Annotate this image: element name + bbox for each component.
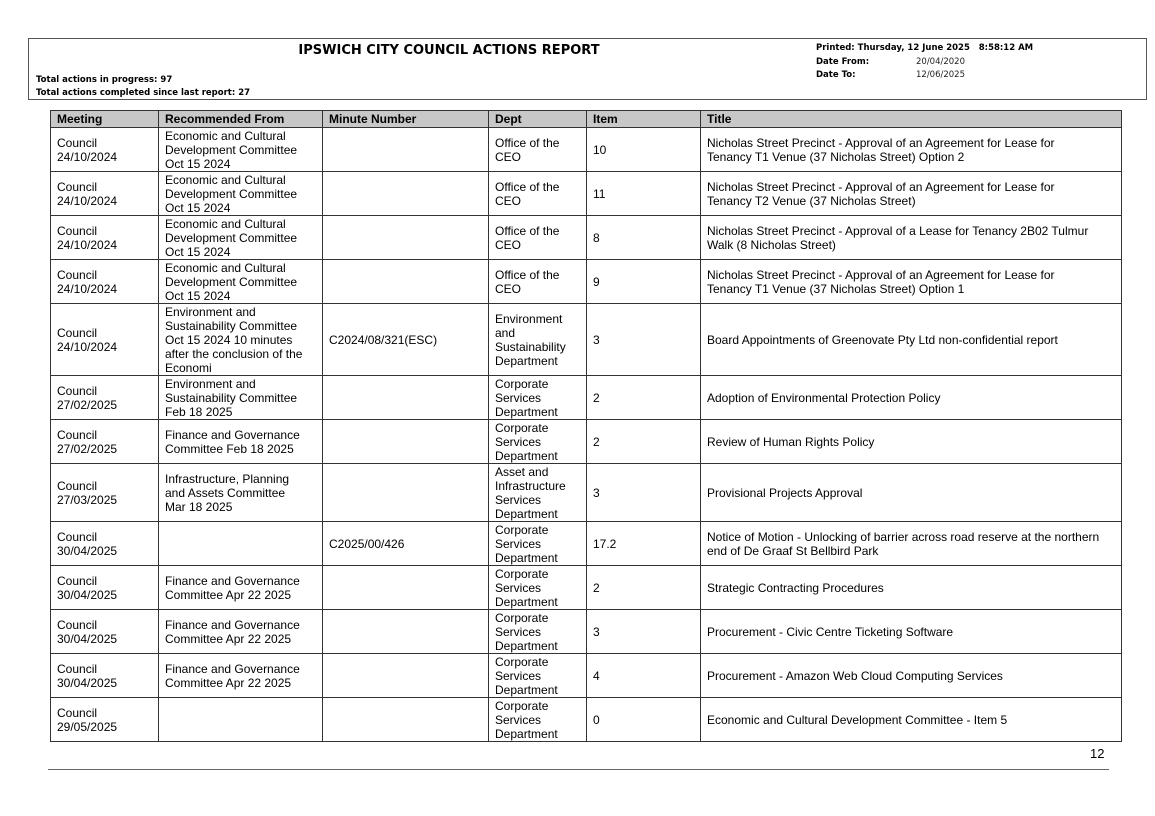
- cell-recommended-from: Infrastructure, Planning and Assets Committee Mar 18 2025: [159, 464, 323, 522]
- cell-meeting: Council 24/10/2024: [51, 172, 159, 216]
- cell-item: 11: [587, 172, 701, 216]
- cell-recommended-from: Environment and Sustainability Committee Oct 15 2024 10 minutes after the conclusion of the Economi: [159, 304, 323, 376]
- cell-meeting: Council 30/04/2025: [51, 522, 159, 566]
- cell-item: 2: [587, 420, 701, 464]
- cell-minute-number: [323, 698, 489, 742]
- date-from-label: Date From:: [816, 56, 870, 67]
- cell-title: Review of Human Rights Policy: [701, 420, 1122, 464]
- cell-dept: Office of the CEO: [489, 128, 587, 172]
- actions-completed: Total actions completed since last report: 27: [36, 88, 251, 98]
- cell-meeting: Council 30/04/2025: [51, 566, 159, 610]
- cell-meeting: Council 24/10/2024: [51, 216, 159, 260]
- cell-recommended-from: Finance and Governance Committee Apr 22 2025: [159, 654, 323, 698]
- cell-title: Adoption of Environmental Protection Policy: [701, 376, 1122, 420]
- page-number: 12: [1090, 746, 1105, 761]
- cell-minute-number: [323, 654, 489, 698]
- cell-title: Economic and Cultural Development Committee - Item 5: [701, 698, 1122, 742]
- column-header-recommended-from: Recommended From: [159, 111, 323, 128]
- table-row: [51, 304, 1122, 376]
- cell-item: 0: [587, 698, 701, 742]
- cell-recommended-from: Environment and Sustainability Committee Feb 18 2025: [159, 376, 323, 420]
- date-from-value: 20/04/2020: [916, 56, 965, 67]
- cell-minute-number: [323, 610, 489, 654]
- report-header: [28, 38, 1147, 100]
- cell-item: 2: [587, 566, 701, 610]
- column-header-minute-number: Minute Number: [323, 111, 489, 128]
- cell-title: Provisional Projects Approval: [701, 464, 1122, 522]
- cell-meeting: Council 24/10/2024: [51, 260, 159, 304]
- column-header-meeting: Meeting: [51, 111, 159, 128]
- cell-dept: Corporate Services Department: [489, 654, 587, 698]
- table-row: [51, 464, 1122, 522]
- cell-title: Nicholas Street Precinct - Approval of a Lease for Tenancy 2B02 Tulmur Walk (8 Nicholas Street): [701, 216, 1122, 260]
- cell-title: Nicholas Street Precinct - Approval of an Agreement for Lease for Tenancy T1 Venue (37 Nicholas Street) Option 1: [701, 260, 1122, 304]
- column-header-title: Title: [701, 111, 1122, 128]
- cell-minute-number: [323, 216, 489, 260]
- table-row: [51, 566, 1122, 610]
- cell-meeting: Council 27/02/2025: [51, 420, 159, 464]
- cell-dept: Office of the CEO: [489, 172, 587, 216]
- cell-recommended-from: Economic and Cultural Development Committee Oct 15 2024: [159, 128, 323, 172]
- cell-recommended-from: Finance and Governance Committee Feb 18 2025: [159, 420, 323, 464]
- cell-title: Nicholas Street Precinct - Approval of an Agreement for Lease for Tenancy T1 Venue (37 Nicholas Street) Option 2: [701, 128, 1122, 172]
- cell-meeting: Council 24/10/2024: [51, 304, 159, 376]
- table-row: [51, 420, 1122, 464]
- table-row: [51, 376, 1122, 420]
- cell-recommended-from: [159, 698, 323, 742]
- cell-title: Procurement - Civic Centre Ticketing Software: [701, 610, 1122, 654]
- table-row: [51, 216, 1122, 260]
- cell-title: Nicholas Street Precinct - Approval of an Agreement for Lease for Tenancy T2 Venue (37 Nicholas Street): [701, 172, 1122, 216]
- cell-dept: Environment and Sustainability Department: [489, 304, 587, 376]
- cell-meeting: Council 27/02/2025: [51, 376, 159, 420]
- report-title: IPSWICH CITY COUNCIL ACTIONS REPORT: [298, 43, 600, 58]
- cell-title: Board Appointments of Greenovate Pty Ltd non-confidential report: [701, 304, 1122, 376]
- table-body: [51, 128, 1122, 742]
- cell-recommended-from: Finance and Governance Committee Apr 22 2025: [159, 610, 323, 654]
- cell-minute-number: [323, 420, 489, 464]
- table-header: [51, 111, 1122, 128]
- cell-recommended-from: [159, 522, 323, 566]
- cell-title: Procurement - Amazon Web Cloud Computing Services: [701, 654, 1122, 698]
- cell-minute-number: [323, 128, 489, 172]
- cell-minute-number: [323, 172, 489, 216]
- cell-item: 3: [587, 464, 701, 522]
- table-row: [51, 172, 1122, 216]
- cell-item: 17.2: [587, 522, 701, 566]
- cell-title: Strategic Contracting Procedures: [701, 566, 1122, 610]
- cell-item: 2: [587, 376, 701, 420]
- cell-minute-number: [323, 260, 489, 304]
- cell-minute-number: [323, 464, 489, 522]
- cell-minute-number: C2025/00/426: [323, 522, 489, 566]
- cell-meeting: Council 24/10/2024: [51, 128, 159, 172]
- cell-recommended-from: Finance and Governance Committee Apr 22 2025: [159, 566, 323, 610]
- cell-dept: Corporate Services Department: [489, 420, 587, 464]
- column-header-item: Item: [587, 111, 701, 128]
- cell-dept: Office of the CEO: [489, 260, 587, 304]
- table-row: [51, 128, 1122, 172]
- report-meta: [816, 42, 1033, 83]
- table-row: [51, 654, 1122, 698]
- cell-dept: Corporate Services Department: [489, 522, 587, 566]
- cell-meeting: Council 27/03/2025: [51, 464, 159, 522]
- cell-minute-number: [323, 376, 489, 420]
- cell-meeting: Council 30/04/2025: [51, 654, 159, 698]
- cell-recommended-from: Economic and Cultural Development Committee Oct 15 2024: [159, 172, 323, 216]
- cell-item: 3: [587, 304, 701, 376]
- footer-divider: [48, 769, 1109, 770]
- date-to-label: Date To:: [816, 70, 856, 80]
- cell-title: Notice of Motion - Unlocking of barrier across road reserve at the northern end of De Graaf St Bellbird Park: [701, 522, 1122, 566]
- cell-recommended-from: Economic and Cultural Development Committee Oct 15 2024: [159, 260, 323, 304]
- actions-table: [50, 110, 1122, 742]
- cell-meeting: Council 30/04/2025: [51, 610, 159, 654]
- cell-meeting: Council 29/05/2025: [51, 698, 159, 742]
- cell-minute-number: [323, 566, 489, 610]
- date-to-value: 12/06/2025: [916, 70, 965, 80]
- cell-dept: Corporate Services Department: [489, 566, 587, 610]
- cell-dept: Corporate Services Department: [489, 376, 587, 420]
- table-row: [51, 610, 1122, 654]
- cell-item: 10: [587, 128, 701, 172]
- actions-in-progress: Total actions in progress: 97: [36, 75, 173, 85]
- printed-timestamp: Printed: Thursday, 12 June 2025 8:58:12 AM: [816, 43, 1034, 53]
- table-row: [51, 260, 1122, 304]
- cell-minute-number: C2024/08/321(ESC): [323, 304, 489, 376]
- cell-item: 4: [587, 654, 701, 698]
- cell-item: 9: [587, 260, 701, 304]
- cell-dept: Asset and Infrastructure Services Department: [489, 464, 587, 522]
- cell-item: 3: [587, 610, 701, 654]
- cell-item: 8: [587, 216, 701, 260]
- column-header-dept: Dept: [489, 111, 587, 128]
- table-row: [51, 522, 1122, 566]
- table-row: [51, 698, 1122, 742]
- cell-dept: Office of the CEO: [489, 216, 587, 260]
- cell-recommended-from: Economic and Cultural Development Committee Oct 15 2024: [159, 216, 323, 260]
- cell-dept: Corporate Services Department: [489, 610, 587, 654]
- cell-dept: Corporate Services Department: [489, 698, 587, 742]
